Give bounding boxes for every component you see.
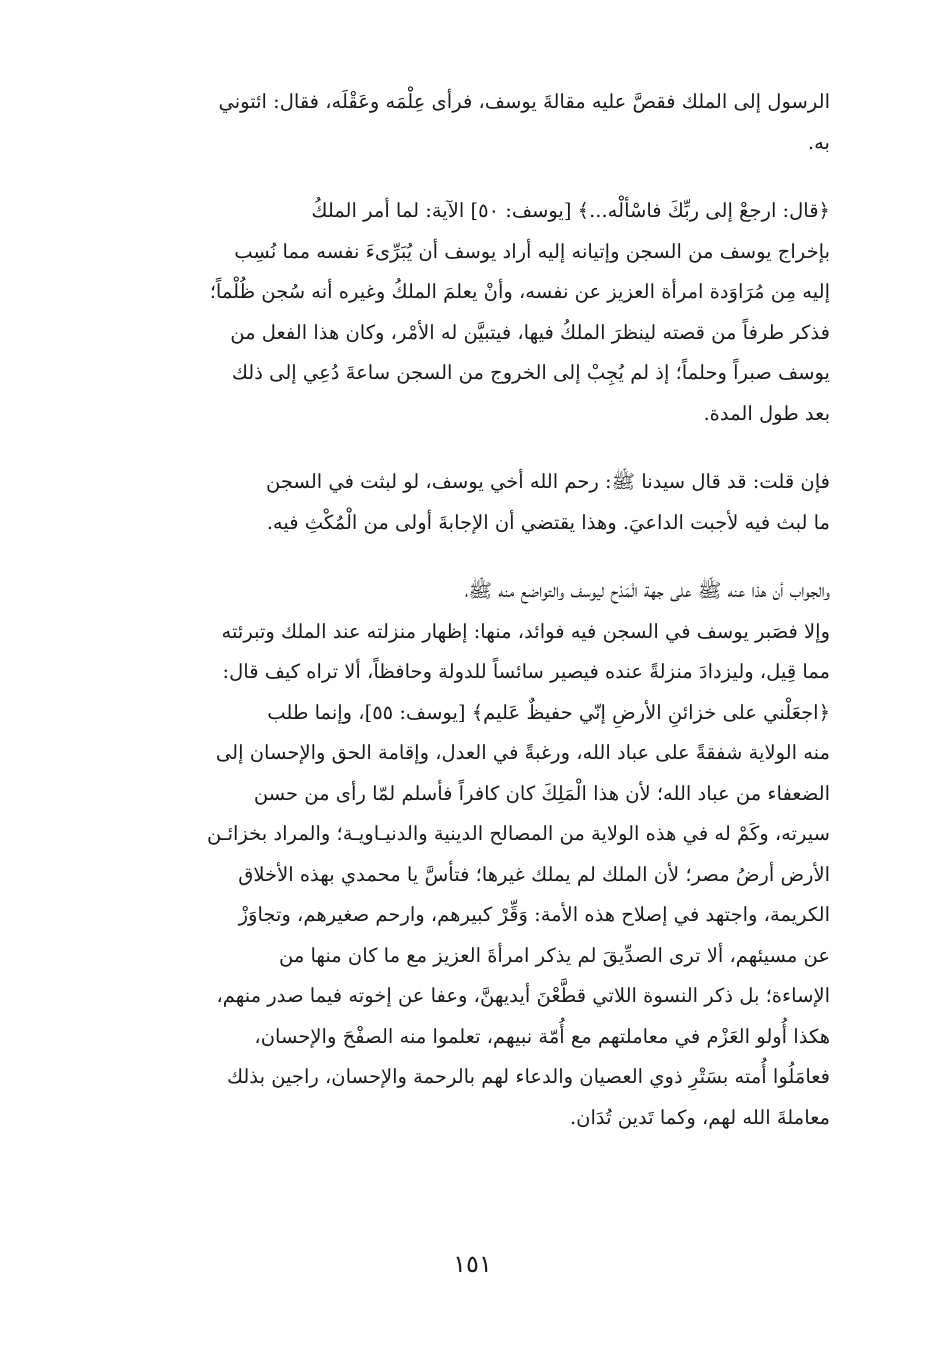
paragraph-continuation: الرسول إلى الملك فقصَّ عليه مقالةَ يوسف، فرأى عِلْمَه وعَقْلَه، فقال: ائتوني به. [218, 90, 830, 154]
paragraph-answer: والجواب أن هذا عنه ﷺ على جهة الْمَدْح ليوسف والتواضع منه ﷺ، وإلا فصَبر يوسف في السجن فيه فوائد، منها: إظهار منزلته عند الملك وتبرئته مما قِيل، وليزدادَ منزلةً عنده فيصير سائساً للدولة وحافظاً، ألا تراه كيف قال: ﴿اجعَلْني على خزائنِ الأرضِ إنّي حفيظٌ عَليم﴾ [يوسف: ٥٥]، وإنما طلب منه الولاية شفقةً على عباد الله، ورغبةً في العدل، وإقامة الحق والإحسان إلى الضعفاء من عباد الله؛ لأن هذا الْمَلِكَ كان كافراً فأسلم لمّا رأى من حسن سيرته، وكَمْ له في هذه الولاية من المصالح الدينية والدنيـاويـة؛ والمراد بخزائـن الأرض أرضُ مصر؛ لأن الملك لم يملك غيرها؛ فتأسَّ يا محمدي بهذه الأخلاق الكريمة، واجتهد في إصلاح هذه الأمة: وَقِّرْ كبيرهم، وارحم صغيرهم، وتجاوَزْ عن مسيئهم، ألا ترى الصدِّيقَ لم يذكر امرأةَ العزيز مع ما كان منها من الإساءة؛ بل ذكر النسوة اللاتي قطَّعْنَ أيديهنَّ، وعفا عن إخوته فيما صدر منهم، هكذا أُولو العَزْم في معاملتهم مع أُمّة نبيهم، تعلموا منه الصفْحَ والإحسان، فعامَلُوا أُمته بسَتْرِ ذوي العصيان والدعاء لهم بالرحمة والإحسان، راجين بذلك معاملةَ الله لهم، وكما تَدين تُدَان. [207, 579, 830, 1129]
paragraph-verse-commentary: ﴿قال: ارجعْ إلى ربِّكَ فاسْألْه...﴾ [يوسف: ٥٠] الآية: لما أمر الملكُ بإخراج يوسف من السجن وإتيانه إليه أراد يوسف أن يُبَرِّىءَ نفسه مما نُسِب إليه مِن مُرَاوَدة امرأة العزيز عن نفسه، وأنْ يعلمَ الملكُ وغيره أنه سُجن ظُلْماً؛ فذكر طرفاً من قصته لينظرَ الملكُ فيها، فيتبيَّن له الأمْر، وكان هذا الفعل من يوسف صبراً وحلماً؛ إذ لم يُجِبْ إلى الخروج من السجن ساعةَ دُعِي إلى ذلك بعد طول المدة. [209, 199, 830, 425]
page-body [140, 82, 830, 1138]
paragraph-question: فإن قلت: قد قال سيدنا ﷺ: رحم الله أخي يوسف، لو لبثت في السجن ما لبث فيه لأجبت الداعيَ. وهذا يقتضي أن الإجابةَ أولى من الْمُكْثِ فيه. [266, 470, 830, 534]
page-number: ١٥١ [453, 1250, 492, 1278]
